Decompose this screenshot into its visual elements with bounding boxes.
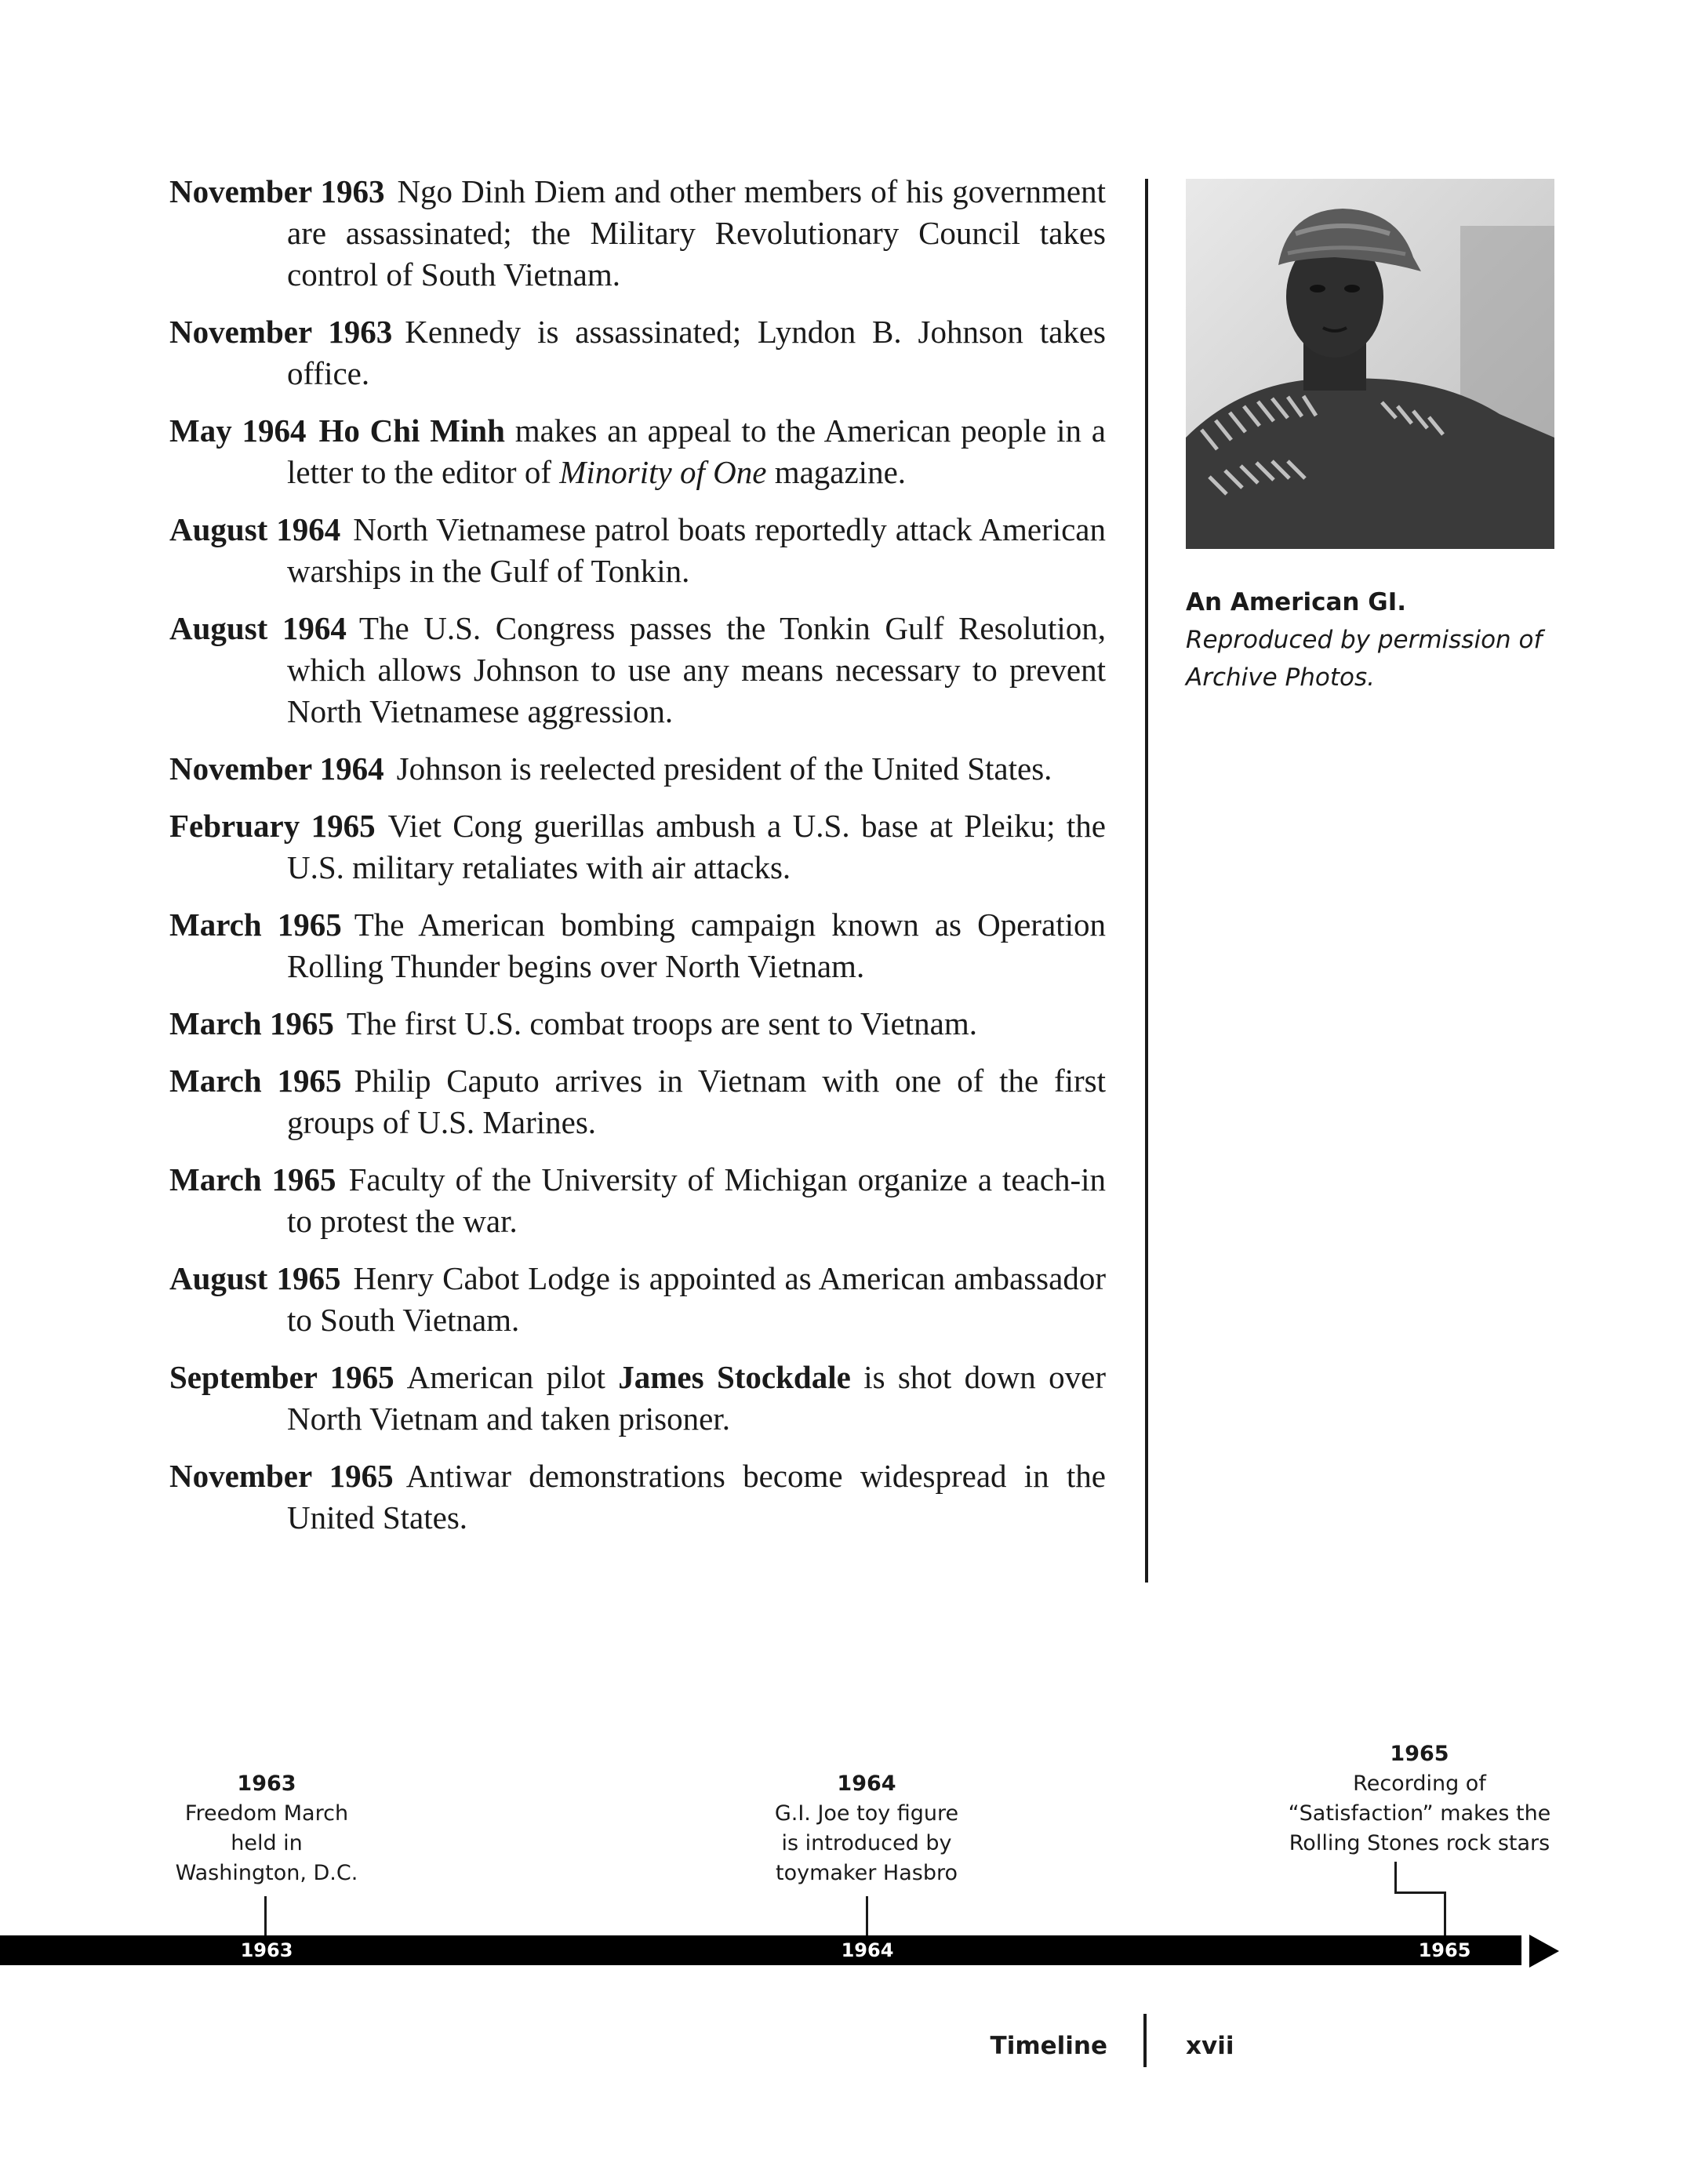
timeline-event-1965 — [1255, 1739, 1584, 1859]
timeline-entry — [169, 1060, 1106, 1143]
entry-date: September 1965 — [169, 1359, 394, 1395]
timeline-entry — [169, 1258, 1106, 1341]
photo-american-gi — [1186, 179, 1554, 549]
timeline-connector-1965 — [1394, 1862, 1397, 1893]
timeline-entry — [169, 904, 1106, 987]
entry-text-tail: is shot down over North Vietnam and taken prisoner. — [287, 1359, 1107, 1437]
event-description: Recording of “Satisfaction” makes the Rolling Stones rock stars — [1288, 1772, 1551, 1855]
event-year: 1964 — [837, 1772, 896, 1796]
entry-person: Ho Chi Minh — [318, 412, 505, 449]
entry-date: August 1964 — [169, 610, 347, 646]
timeline-tick-1963 — [264, 1896, 267, 1935]
caption-title: An American GI. — [1186, 588, 1406, 616]
timeline-event-1964 — [737, 1769, 996, 1888]
timeline-entry — [169, 1357, 1106, 1440]
timeline-tick-1965 — [1444, 1891, 1446, 1935]
entry-text: Faculty of the University of Michigan organize a teach-in to protest the war. — [287, 1161, 1106, 1239]
timeline-connector-1965 — [1394, 1891, 1446, 1894]
timeline-entries — [169, 171, 1106, 1554]
entry-text: Johnson is reelected president of the United States. — [396, 750, 1052, 787]
entry-text: North Vietnamese patrol boats reportedly attack American warships in the Gulf of Tonkin. — [287, 511, 1106, 589]
entry-date: November 1965 — [169, 1458, 394, 1494]
timeline-entry — [169, 1159, 1106, 1242]
entry-person: James Stockdale — [618, 1359, 851, 1395]
entry-date: May 1964 — [169, 412, 307, 449]
caption-credit: Reproduced by permission of Archive Photos. — [1186, 626, 1543, 692]
entry-text: The U.S. Congress passes the Tonkin Gulf Resolution, which allows Johnson to use any means necessary to prevent North Vietnamese aggression. — [287, 610, 1106, 729]
entry-date: February 1965 — [169, 808, 376, 844]
entry-date: November 1963 — [169, 173, 385, 209]
timeline-entry — [169, 410, 1106, 493]
entry-date: August 1965 — [169, 1260, 341, 1296]
event-description: G.I. Joe toy figure is introduced by toymaker Hasbro — [774, 1801, 959, 1885]
entry-date: August 1964 — [169, 511, 341, 547]
entry-date: March 1965 — [169, 1005, 334, 1041]
timeline-entry — [169, 171, 1106, 296]
entry-date: March 1965 — [169, 1161, 336, 1197]
entry-text: makes an appeal to the American people in a letter to the editor of — [287, 412, 1107, 490]
event-year: 1965 — [1390, 1742, 1449, 1766]
timeline-bar-label: 1965 — [1418, 1939, 1471, 1961]
timeline-entry — [169, 608, 1106, 732]
entry-date: March 1965 — [169, 1063, 342, 1099]
entry-text: The first U.S. combat troops are sent to Vietnam. — [346, 1005, 977, 1041]
soldier-photo-illustration — [1186, 179, 1554, 549]
entry-text-tail: magazine. — [774, 454, 907, 490]
event-description: Freedom March held in Washington, D.C. — [175, 1801, 358, 1885]
entry-date: March 1965 — [169, 907, 342, 943]
entry-text: Ngo Dinh Diem and other members of his government are assassinated; the Military Revolutionary Council takes control of South Vietnam. — [287, 173, 1106, 293]
entry-publication: Minority of One — [559, 454, 767, 490]
column-divider — [1145, 179, 1148, 1583]
entry-text: Philip Caputo arrives in Vietnam with one of the first groups of U.S. Marines. — [287, 1063, 1107, 1140]
entry-text: American pilot — [406, 1359, 605, 1395]
timeline-bar-label: 1963 — [240, 1939, 293, 1961]
timeline-bar-label: 1964 — [841, 1939, 894, 1961]
timeline-entry — [169, 509, 1106, 592]
timeline-tick-1964 — [866, 1896, 868, 1935]
entry-text: The American bombing campaign known as Operation Rolling Thunder begins over North Vietnam. — [287, 907, 1107, 984]
photo-caption — [1186, 583, 1554, 696]
footer-divider — [1143, 2014, 1147, 2067]
timeline-entry — [169, 311, 1106, 394]
footer-section-title: Timeline — [990, 2032, 1107, 2060]
entry-text: Kennedy is assassinated; Lyndon B. Johnson takes office. — [287, 314, 1106, 391]
timeline-event-1963 — [141, 1769, 392, 1888]
timeline-entry — [169, 1455, 1106, 1539]
timeline-entry — [169, 1003, 1106, 1045]
timeline-entry — [169, 805, 1106, 888]
entry-text: Antiwar demonstrations become widespread in the United States. — [287, 1458, 1107, 1535]
entry-text: Henry Cabot Lodge is appointed as American ambassador to South Vietnam. — [287, 1260, 1106, 1338]
entry-date: November 1964 — [169, 750, 384, 787]
entry-date: November 1963 — [169, 314, 393, 350]
event-year: 1963 — [237, 1772, 296, 1796]
entry-text: Viet Cong guerillas ambush a U.S. base at Pleiku; the U.S. military retaliates with air attacks. — [287, 808, 1106, 885]
timeline-entry — [169, 748, 1106, 790]
page-number: xvii — [1186, 2032, 1234, 2060]
timeline-arrow-icon — [1529, 1935, 1559, 1968]
